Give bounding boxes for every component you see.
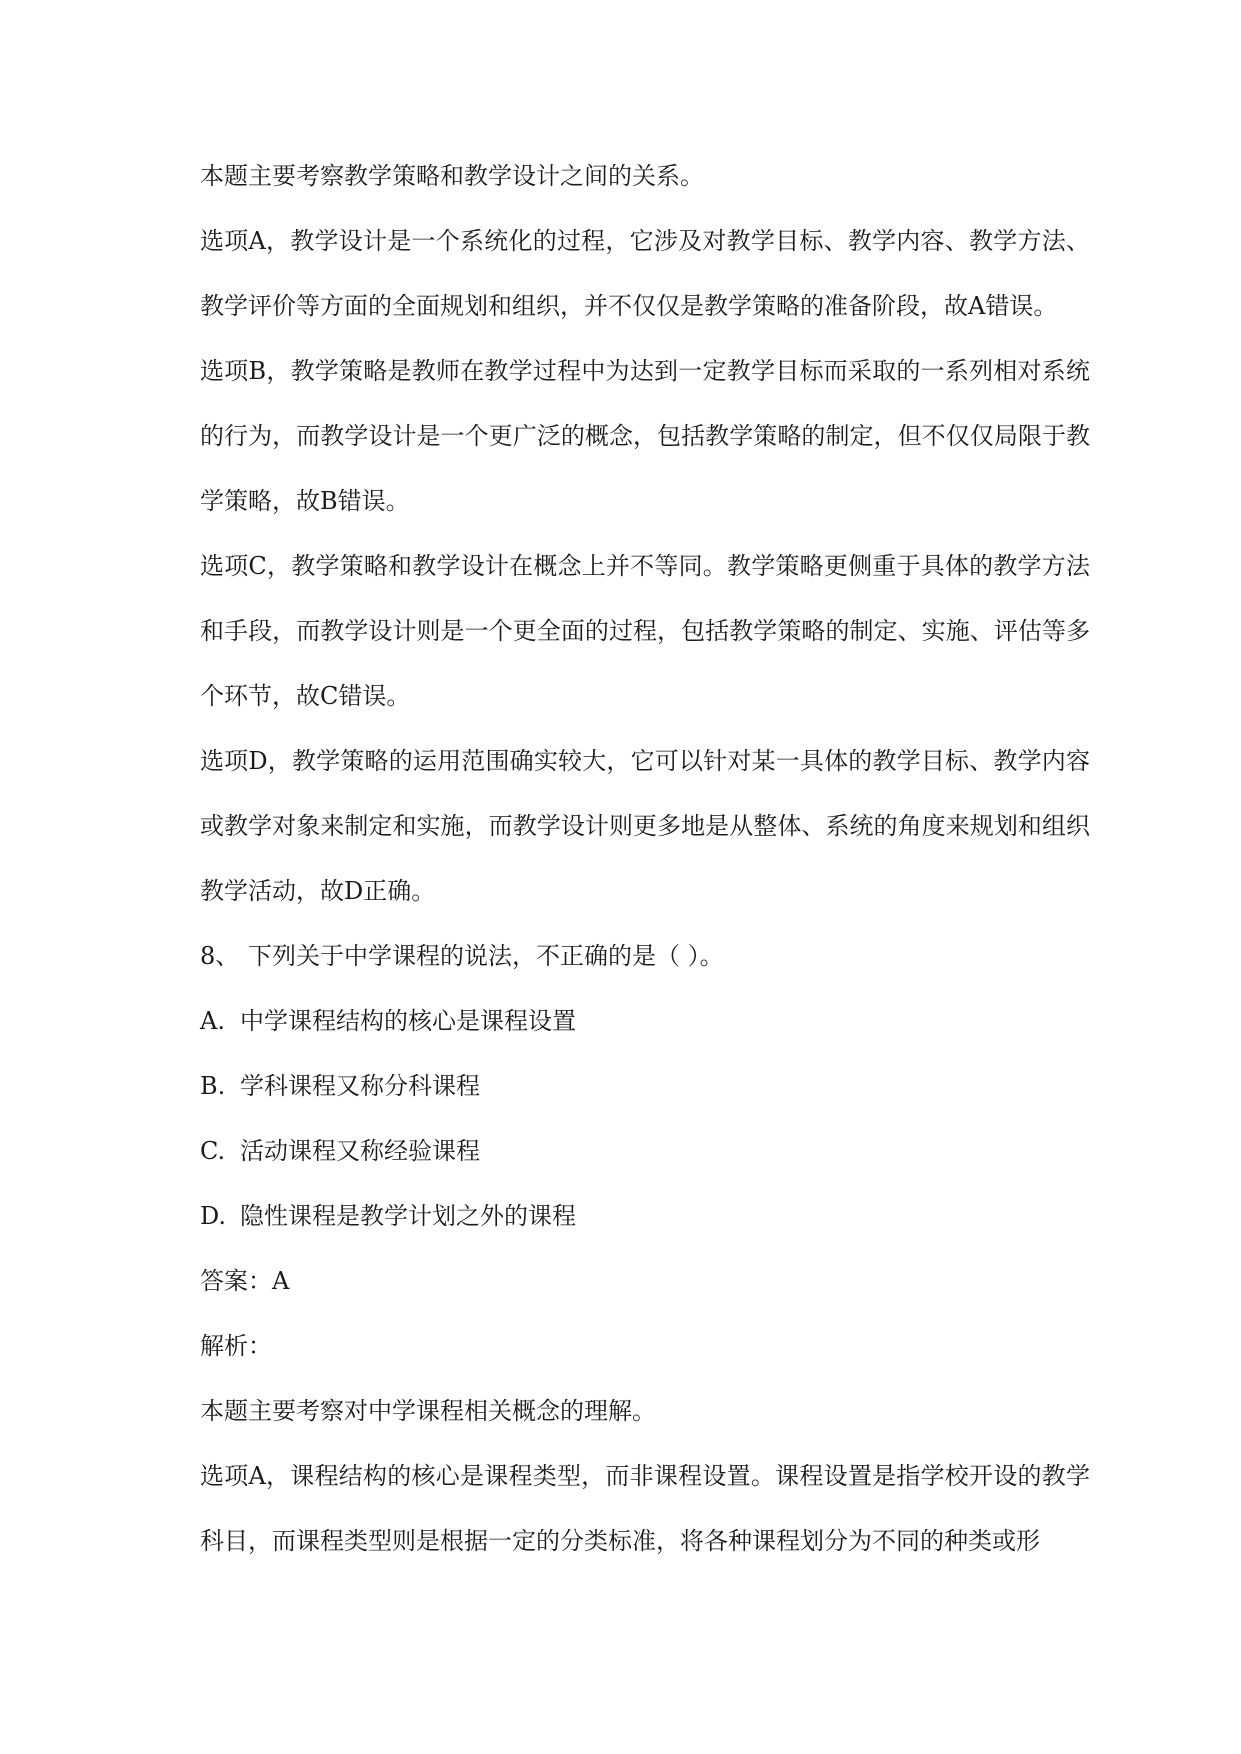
- option-text: 活动课程又称经验课程: [240, 1137, 480, 1165]
- option-text: 隐性课程是教学计划之外的课程: [240, 1202, 576, 1230]
- option-letter: B.: [200, 1072, 226, 1100]
- analysis-label: 解析：: [200, 1332, 272, 1360]
- explanation-option-a: 选项A，教学设计是一个系统化的过程，它涉及对教学目标、教学内容、教学方法、教学评价等方面的全面规划和组织，并不仅仅是教学策略的准备阶段，故A错误。: [200, 227, 1090, 320]
- analysis-option-a: 选项A，课程结构的核心是课程类型，而非课程设置。课程设置是指学校开设的教学科目，而课程类型则是根据一定的分类标准，将各种课程划分为不同的种类或形: [200, 1462, 1090, 1555]
- option-letter: D.: [200, 1202, 227, 1230]
- option-text: 学科课程又称分科课程: [240, 1072, 480, 1100]
- option-c: [200, 1119, 1090, 1184]
- explanation-option-c: 选项C，教学策略和教学设计在概念上并不等同。教学策略更侧重于具体的教学方法和手段，而教学设计则是一个更全面的过程，包括教学策略的制定、实施、评估等多个环节，故C错误。: [200, 552, 1090, 710]
- explanation-option-d: 选项D，教学策略的运用范围确实较大，它可以针对某一具体的教学目标、教学内容或教学对象来制定和实施，而教学设计则更多地是从整体、系统的角度来规划和组织教学活动，故D正确。: [200, 747, 1090, 905]
- option-letter: C.: [200, 1137, 226, 1165]
- option-text: 中学课程结构的核心是课程设置: [240, 1007, 576, 1035]
- page-content: [200, 144, 1090, 1574]
- analysis-intro: 本题主要考察对中学课程相关概念的理解。: [200, 1397, 656, 1425]
- explanation-option-b: 选项B，教学策略是教师在教学过程中为达到一定教学目标而采取的一系列相对系统的行为，而教学设计是一个更广泛的概念，包括教学策略的制定，但不仅仅局限于教学策略，故B错误。: [200, 357, 1090, 515]
- option-b: [200, 1054, 1090, 1119]
- question-number: 8、: [200, 942, 240, 970]
- answer-line: 答案：A: [200, 1267, 290, 1295]
- question-stem-line: [200, 924, 1090, 989]
- option-d: [200, 1184, 1090, 1249]
- question-stem: 下列关于中学课程的说法，不正确的是（ ）。: [248, 942, 724, 970]
- explanation-intro: 本题主要考察教学策略和教学设计之间的关系。: [200, 162, 704, 190]
- option-a: [200, 989, 1090, 1054]
- option-letter: A.: [200, 1007, 225, 1035]
